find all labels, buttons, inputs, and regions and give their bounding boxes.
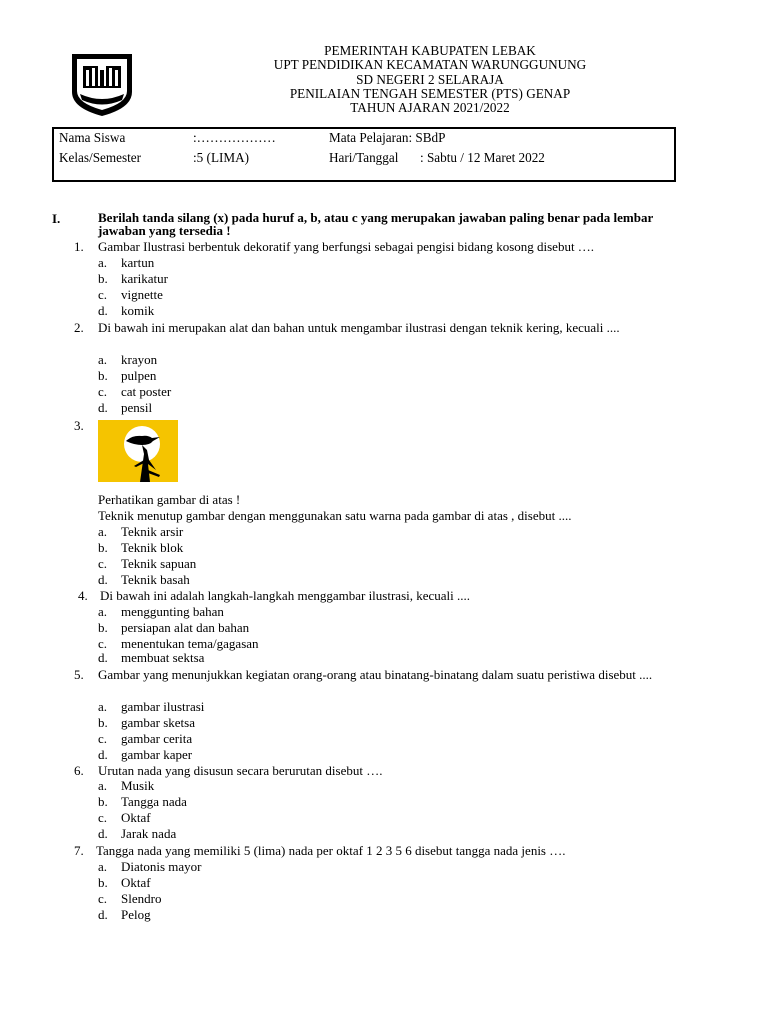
class-semester-label: Kelas/Semester: [59, 150, 142, 165]
question-text: Tangga nada yang memiliki 5 (lima) nada per oktaf 1 2 3 5 6 disebut tangga nada jenis ….: [96, 843, 566, 858]
date-value: : Sabtu / 12 Maret 2022: [420, 150, 545, 165]
subject-label: Mata Pelajaran: SBdP: [329, 130, 446, 145]
bird-silhouette-image: [98, 420, 178, 482]
header-school-year: TAHUN AJARAN 2021/2022: [350, 100, 510, 116]
header-exam-title: PENILAIAN TENGAH SEMESTER (PTS) GENAP: [289, 85, 571, 101]
question-number: 4.: [78, 588, 88, 603]
question-number: 5.: [74, 667, 84, 682]
header-government: PEMERINTAH KABUPATEN LEBAK: [324, 43, 536, 58]
student-name-label: Nama Siswa: [59, 130, 126, 145]
student-name-field[interactable]: :………………: [193, 130, 276, 145]
question-number: 3.: [74, 418, 84, 433]
question-text: Gambar Ilustrasi berbentuk dekoratif yang berfungsi sebagai pengisi bidang kosong disebut ….: [98, 239, 595, 254]
question-text: Teknik menutup gambar dengan menggunakan satu warna pada gambar di atas , disebut ....: [98, 508, 572, 523]
exam-page: PEMERINTAH KABUPATEN LEBAK UPT PENDIDIKAN KECAMATAN WARUNGGUNUNG SD NEGERI 2 SELARAJA PENILAIAN TENGAH SEMESTER (PTS) GENAP TAHUN AJARAN 2021/2022 Nama Siswa :……………… Mata Pelajaran: SBdP Kelas/Semester :5 (LIMA) Hari/Tanggal : Sabtu / 12 Maret 2022 I. Berilah tanda silang (x) pada huruf a, b, atau c yang merupakan jawaban paling benar pada lembar jawaban yang tersedia ! 1. Gambar Ilustrasi berbentuk dekoratif yang berfungsi sebagai pengisi bidang kosong disebut …. a. kartun b. karikatur c. vignette d. komik 2. Di bawah ini merupakan alat dan bahan untuk mengambar ilustrasi dengan teknik kering, kecuali .... a. krayon b. pulpen c. cat poster d. pensil 3. Perhatikan gambar di atas ! Teknik menutup gambar dengan menggunakan satu warna pada gambar di atas , disebut .... a. Teknik arsir b. Teknik blok c. Teknik sapuan d. Teknik basah 4. Di bawah ini adalah langkah-langkah menggambar ilustrasi, kecuali .... a. menggunting bahan b. persiapan alat dan bahan c. menentukan tema/gagasan d. membuat sektsa 5. Gambar yang menunjukkan kegiatan orang-orang atau binatang-binatang dalam suatu peristiwa disebut .... a. gambar ilustrasi b. gambar sketsa c. gambar cerita d. gambar kaper 6. Urutan nada yang disusun secara berurutan disebut …. a. Musik b. Tangga nada c. Oktaf d. Jarak nada 7. Tangga nada yang memiliki 5 (lima) nada per oktaf 1 2 3 5 6 disebut tangga nada jenis …. a. Diatonis mayor b. Oktaf c. Slendro d. Pelog: [0, 0, 768, 1024]
class-semester-value: :5 (LIMA): [193, 150, 250, 165]
date-label: Hari/Tanggal: [329, 150, 399, 165]
exam-header: [140, 44, 720, 115]
question-number: 1.: [74, 239, 84, 254]
school-emblem-logo: [66, 48, 138, 120]
question-text: Urutan nada yang disusun secara berurutan disebut ….: [98, 763, 383, 778]
header-school: SD NEGERI 2 SELARAJA: [356, 71, 504, 87]
question-number: 6.: [74, 763, 84, 778]
question-text: Di bawah ini merupakan alat dan bahan untuk mengambar ilustrasi dengan teknik kering, kecuali ....: [98, 320, 620, 335]
section-number: I.: [52, 211, 61, 226]
question-text: Gambar yang menunjukkan kegiatan orang-orang atau binatang-binatang dalam suatu peristiwa disebut ....: [98, 667, 653, 682]
section-instruction: Berilah tanda silang (x) pada huruf a, b, atau c yang merupakan jawaban paling benar pada lembar jawaban yang tersedia !: [98, 210, 654, 238]
header-upt: UPT PENDIDIKAN KECAMATAN WARUNGGUNUNG: [273, 57, 587, 73]
question-number: 7.: [74, 843, 84, 858]
question-text-intro: Perhatikan gambar di atas !: [98, 492, 241, 507]
question-number: 2.: [74, 320, 84, 335]
question-text: Di bawah ini adalah langkah-langkah menggambar ilustrasi, kecuali ....: [100, 588, 471, 603]
